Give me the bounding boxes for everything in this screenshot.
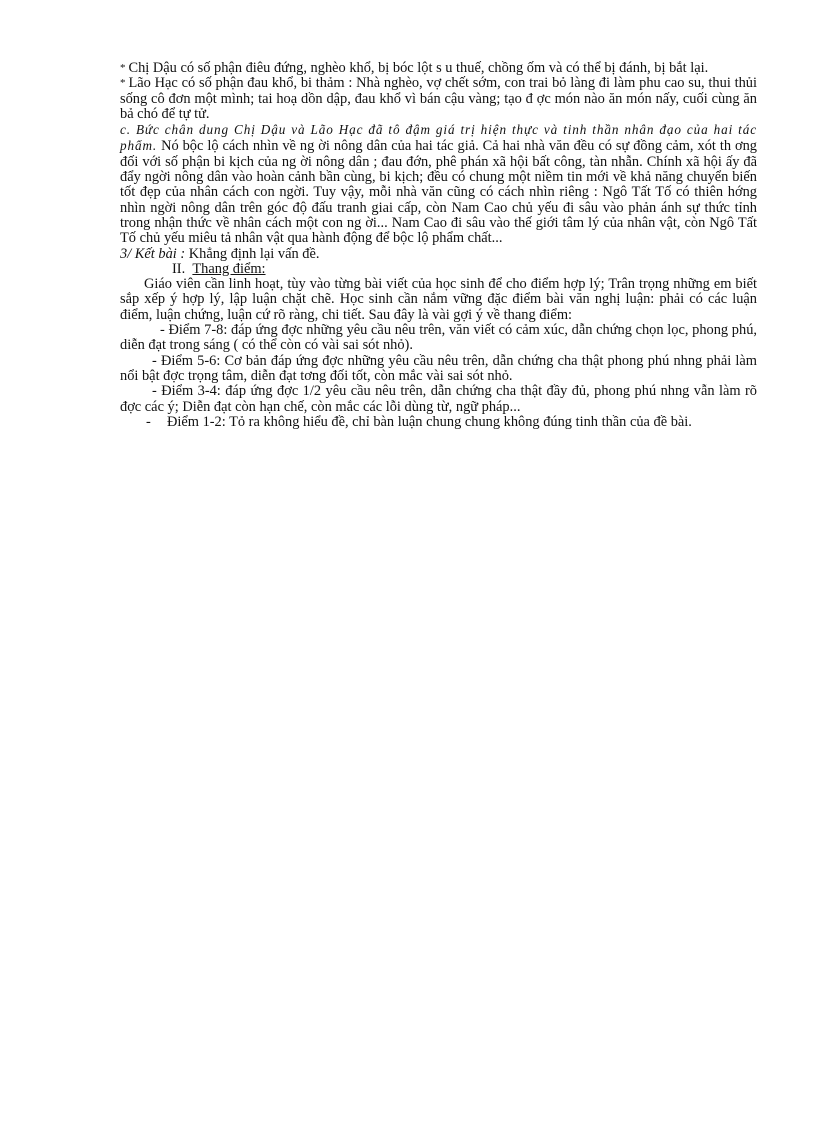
paragraph-text: - Điểm 7-8: đáp ứng đợc những yêu cầu nêu trên, văn viết có cảm xúc, dẫn chứng chọn lọc, phong phú, diễn đạt trong sáng ( có thể còn có vài sai sót nhỏ). [120, 322, 757, 354]
grade-item-7-8 [120, 323, 757, 354]
paragraph-text: Điểm 1-2: Tỏ ra không hiểu đề, chỉ bàn luận chung chung không đúng tinh thần của đề bài. [167, 413, 692, 430]
grade-item-5-6 [120, 354, 757, 385]
grade-item-3-4 [120, 384, 757, 415]
paragraph-ket-bai [120, 247, 757, 262]
document-body [120, 61, 757, 430]
section-heading-thang-diem [120, 262, 757, 277]
asterisk-mark: * [120, 62, 126, 74]
section-number: II. [172, 260, 186, 277]
section-title: Thang điểm: [192, 260, 266, 277]
paragraph-text: Khẳng định lại vấn đề. [185, 245, 320, 262]
asterisk-mark: * [120, 77, 126, 90]
paragraph-text: Giáo viên cần linh hoạt, tùy vào từng bài viết của học sinh để cho điểm hợp lý; Trân trọng những em biết sắp xếp ý hợp lý, lập luận chặt chẽ. Học sinh cần nắm vững đặc điểm bài văn nghị luận: phải có các luận điểm, luận chứng, luận cứ rõ ràng, chi tiết. Sau đây là vài gợi ý về thang điểm: [120, 276, 757, 323]
paragraph-text: - Điểm 3-4: đáp ứng đợc 1/2 yêu cầu nêu trên, dẫn chứng cha thật đầy đủ, phong phú nhng vẫn làm rõ đợc các ý; Diễn đạt còn hạn chế, còn mắc các lỗi dùng từ, ngữ pháp... [120, 383, 757, 415]
grade-item-1-2 [120, 415, 757, 430]
paragraph-intro-grading [120, 277, 757, 323]
paragraph-text: - Điểm 5-6: Cơ bản đáp ứng đợc những yêu cầu nêu trên, dẫn chứng cha thật phong phú nhng phải làm nổi bật đợc trọng tâm, diễn đạt tơng đối tốt, còn mắc vài sai sót nhỏ. [120, 352, 757, 384]
paragraph-text: Lão Hạc có số phận đau khổ, bi thảm : Nhà nghèo, vợ chết sớm, con trai bỏ làng đi làm phu cao su, thui thủi sống cô đơn một mình; tai hoạ dồn dập, đau khổ vì bán cậu vàng; tạo đ ợc món nào ăn món nấy, cuối cùng ăn bả chó để tự tử. [120, 75, 757, 122]
dash-mark: - [146, 413, 151, 430]
paragraph-text: Chị Dậu có số phận điêu đứng, nghèo khổ, bị bóc lột s u thuế, chồng ốm và có thể bị đánh, bị bắt lại. [128, 60, 709, 76]
paragraph-section-c [120, 122, 757, 246]
paragraph-text: Nó bộc lộ cách nhìn về ng ời nông dân của hai tác giả. Cả hai nhà văn đều có sự đồng cảm, xót th ơng đối với số phận bi kịch của ng ời nông dân ; đau đớn, phê phán xã hội bất công, tàn nhẫn. Chính xã hội ấy đã đẩy ngời nông dân vào hoàn cảnh bần cùng, bi kịch; đều có chung một niềm tin mới về khả năng chuyển biến tốt đẹp của nhân cách con ngời. Tuy vậy, mỗi nhà văn cũng có cách nhìn riêng : Ngô Tất Tố có thiên hớng nhìn ngời nông dân trên góc độ đấu tranh giai cấp, còn Nam Cao chủ yếu đi sâu vào phản ánh sự thức tỉnh trong nhận thức về nhân cách một con ng ời... Nam Cao đi sâu vào thế giới tâm lý của nhân vật, còn Ngô Tất Tố chủ yếu miêu tả nhân vật qua hành động để bộc lộ phẩm chất... [120, 138, 757, 247]
section-heading-ket-bai: 3/ Kết bài : [120, 245, 186, 262]
section-heading-c: c. Bức chân dung Chị Dậu và Lão Hạc đã tô đậm giá trị hiện thực và tinh thần nhân đạo của hai tác phẩm. [120, 122, 757, 154]
paragraph-chi-dau [120, 61, 757, 76]
paragraph-lao-hac [120, 76, 757, 122]
